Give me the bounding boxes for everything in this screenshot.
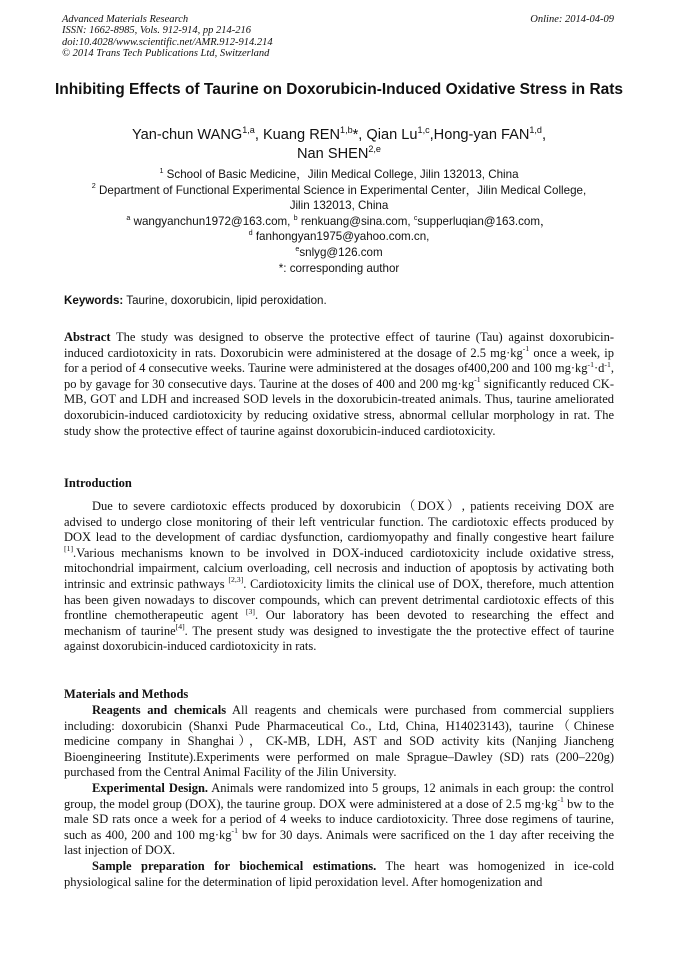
abstract-text: The study was designed to observe the protective effect of taurine (Tau) against doxorubicin-induced cardiotoxicity in rats. Doxorubicin were administered at the dosage of 2.5 mg·kg xyxy=(64,330,614,360)
abstract-text: ·d xyxy=(593,361,605,376)
reagents-label: Reagents and chemicals xyxy=(92,703,227,717)
methods-text: bw to the male SD rats once a week for a period of 4 weeks to induce cardiotoxicity. Three dose regimens of taurine, such as 400, 200 and 100 mg·kg xyxy=(64,796,614,842)
keywords-label: Keywords: xyxy=(64,294,124,307)
author-superscript: 1,a xyxy=(242,124,255,135)
email-line-3 xyxy=(60,245,618,261)
journal-header xyxy=(62,14,273,59)
superscript: -1 xyxy=(557,795,564,805)
affiliation-superscript: 2 xyxy=(91,181,96,191)
email-superscript: b xyxy=(293,212,298,222)
intro-text: . The present study was designed to investigate the the protective effect of taurine against doxorubicin-induced cardiotoxicity in rats. xyxy=(64,623,614,654)
author-name: ,Hong-yan FAN xyxy=(429,127,530,143)
superscript: -1 xyxy=(522,344,530,354)
email-text: snlyg@126.com xyxy=(299,245,383,259)
corresponding-star: * xyxy=(352,127,359,143)
email-superscript: e xyxy=(295,243,300,253)
abstract xyxy=(64,330,614,439)
affiliation-text: School of Basic Medicine，Jilin Medical College, Jilin 132013, China xyxy=(166,168,519,181)
email-line-1 xyxy=(60,214,618,230)
doi-line: doi:10.4028/www.scientific.net/AMR.912-914.214 xyxy=(62,36,273,48)
keywords-text: Taurine, doxorubicin, lipid peroxidation. xyxy=(123,294,327,307)
affiliation-superscript: 1 xyxy=(159,165,164,175)
affiliations xyxy=(60,167,618,276)
introduction-paragraph xyxy=(64,499,614,655)
journal-name: Advanced Materials Research xyxy=(62,14,189,25)
design-paragraph xyxy=(64,781,614,859)
email-text: renkuang@sina.com, xyxy=(300,214,414,228)
intro-text: . Cardiotoxicity limits the clinical use of DOX, therefore, much attention has been given nowadays to discover compounds, which can prevent detrimental cardiotoxic effects of this frontline chemotherapeutic agent xyxy=(64,576,614,623)
intro-text: Due to severe cardiotoxic effects produced by doxorubicin（DOX）, patients receiving DOX are advised to undergo close monitoring of their left ventricular function. The cardiotoxic effects produced by DOX lead to the development of cardiac dysfunction, cardiomyopathy and finally congestive heart failure xyxy=(64,499,614,545)
email-line-2 xyxy=(60,229,618,245)
affiliation-2-line2: Jilin 132013, China xyxy=(289,199,389,213)
affiliation-1 xyxy=(60,167,618,183)
superscript: -1 xyxy=(604,359,611,369)
methods-heading: Materials and Methods xyxy=(64,687,189,701)
affiliation-text: Department of Functional Experimental Science in Experimental Center，Jilin Medical College, xyxy=(99,183,587,197)
copyright-line: © 2014 Trans Tech Publications Ltd, Switzerland xyxy=(62,47,270,59)
methods-text: The heart was homogenized in ice-cold physiological saline for the determination of lipid peroxidation level. After homogenization and xyxy=(64,858,614,889)
issn-line: ISSN: 1662-8985, Vols. 912-914, pp 214-216 xyxy=(62,25,251,37)
citation: [3] xyxy=(245,606,255,616)
abstract-text: significantly reduced CK-MB, GOT and LDH and increased SOD levels in the doxorubicin-treated animals. Thus, taurine ameliorated doxorubicin-induced cardiotoxicity by reducing oxidative stress, abnormal cellular morphology in rat. The study show the protective effect of taurine against doxorubicin-induced cardiotoxicity. xyxy=(64,376,614,438)
author-name: Yan-chun WANG xyxy=(131,127,243,143)
intro-text: . Our laboratory has been devoted to researching the effect and mechanism of taurine xyxy=(64,608,614,638)
reagents-paragraph xyxy=(64,703,614,781)
citation: [2,3] xyxy=(228,575,244,585)
methods-text: All reagents and chemicals were purchased from commercial suppliers including: doxorubicin (Shanxi Pude Pharmaceutical Co., Ltd, China, H14023143), taurine（Chinese medicine company in Shanghai），CK-MB, LDH, AST and SOD activity kits (Nanjing Jiancheng Bioengineering Institute).Experiments were performed on male Sprague–Dawley (SD) rats (200–220g) purchased from the Central Animal Facility of the Jilin University. xyxy=(64,703,615,780)
keywords xyxy=(64,294,616,307)
corresponding-note: *: corresponding author xyxy=(278,261,400,275)
author-name: Nan SHEN xyxy=(297,146,369,162)
superscript: -1 xyxy=(587,359,594,369)
abstract-label: Abstract xyxy=(64,330,111,344)
author-name: , Qian Lu xyxy=(358,127,418,143)
abstract-text: , po by gavage for 30 consecutive days. Taurine at the doses of 400 and 200 mg·kg xyxy=(64,361,614,391)
methods-text: bw for 30 days. Animals were sacrificed on the 1 day after receiving the last injection of DOX. xyxy=(64,827,614,858)
citation: [1] xyxy=(64,544,74,554)
superscript: -1 xyxy=(231,826,238,836)
paper-title: Inhibiting Effects of Taurine on Doxorubicin-Induced Oxidative Stress in Rats xyxy=(54,81,624,98)
email-text: supperluqian@163.com， xyxy=(417,214,552,228)
author-superscript: 1,c xyxy=(417,124,430,135)
sample-paragraph xyxy=(64,859,614,890)
email-text: fanhongyan1975@yahoo.com.cn, xyxy=(255,230,430,244)
citation: [4] xyxy=(175,622,185,632)
sample-label: Sample preparation for biochemical estimations. xyxy=(92,858,377,873)
author-superscript: 2,e xyxy=(368,143,381,154)
author-superscript: 1,d xyxy=(529,124,542,135)
email-superscript: c xyxy=(413,212,418,222)
email-superscript: a xyxy=(126,212,131,222)
intro-text: .Various mechanisms known to be involved in DOX-induced cardiotoxicity include oxidative stress, mitochondrial impairment, calcium overloading, cell necrosis and induction of apoptosis by activating both intrinsic and extrinsic pathways xyxy=(64,545,614,591)
author-superscript: 1,b xyxy=(340,124,353,135)
online-date: Online: 2014-04-09 xyxy=(530,14,614,25)
abstract-text: once a week, ip for a period of 4 consecutive weeks. Taurine were administered at the dosages of400,200 and 100 mg·kg xyxy=(64,345,614,376)
methods-text: Animals were randomized into 5 groups, 12 animals in each group: the control group, the model group (DOX), the taurine group. DOX were administered at a dose of 2.5 mg·kg xyxy=(64,780,614,811)
email-superscript: d xyxy=(248,228,253,238)
affiliation-2 xyxy=(60,183,618,199)
superscript: -1 xyxy=(474,375,481,385)
author-separator: , xyxy=(541,127,547,143)
author-name: , Kuang REN xyxy=(254,127,341,143)
introduction-heading: Introduction xyxy=(64,476,132,490)
design-label: Experimental Design. xyxy=(92,780,209,795)
methods-section xyxy=(64,703,614,890)
email-text: wangyanchun1972@163.com, xyxy=(133,214,294,228)
author-list xyxy=(50,126,628,164)
